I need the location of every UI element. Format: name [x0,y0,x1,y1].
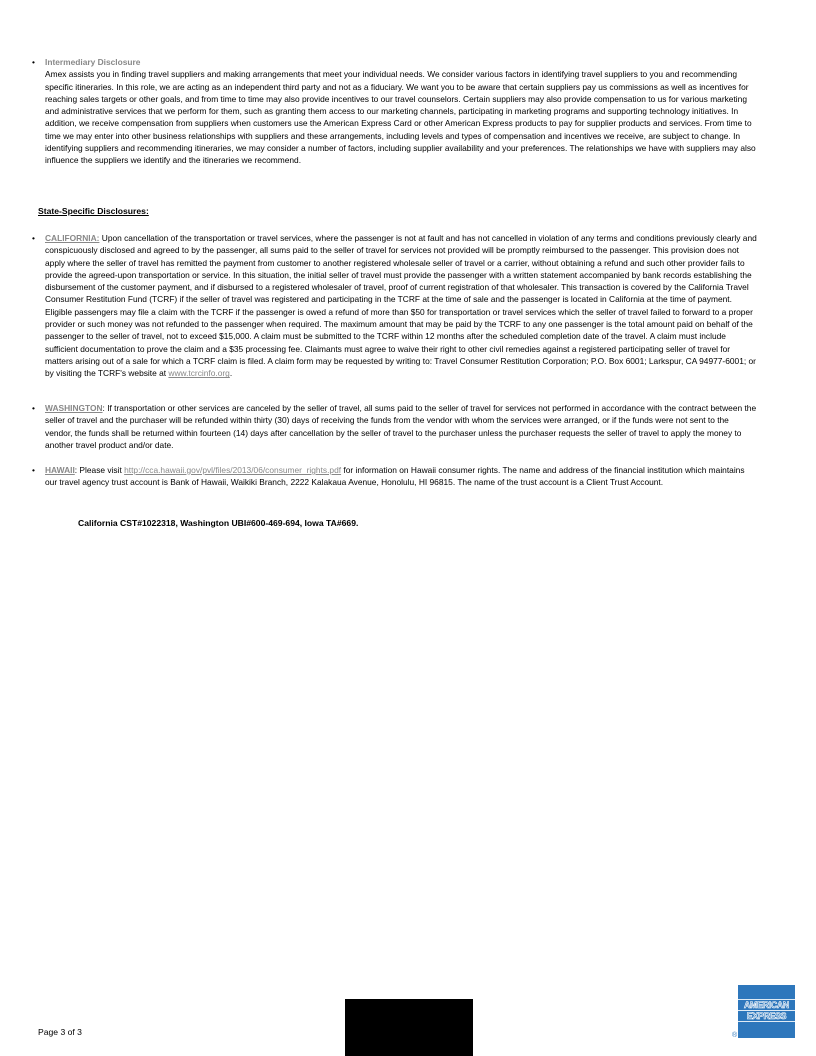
intermediary-text: Amex assists you in finding travel suppliers and making arrangements that meet your individual needs. We consider various factors in identifying travel suppliers to you and recommending specific itineraries. In this role, we are acting as an independent third party and not as a fiduciary. We want you to be aware that certain suppliers pay us commissions as well as incentives for reaching sales targets or other goals, and from time to time may also provide incentives to our travel counselors. Certain suppliers may also provide compensation to us for various marketing and administrative services that we perform for them, such as granting them access to our marketing channels, participating in marketing programs and supporting technology initiatives. In addition, we receive compensation from suppliers when customers use the American Express Card or other American Express products to pay for supplier products and services. From time to time we may enter into other business relationships with suppliers and these arrangements, including levels and types of compensation and incentives we receive, are subject to change. In identifying suppliers and recommending itineraries, we may consider a number of factors, including supplier availability and your preferences. The relationships we have with suppliers may also influence the suppliers we identify and the itineraries we recommend. [45,69,756,166]
bullet-icon: • [32,403,35,413]
hawaii-pre: : Please visit [74,465,125,475]
registered-mark-icon: ® [732,1032,738,1039]
california-link[interactable]: CALIFORNIA: [45,233,100,243]
registration-numbers: California CST#1022318, Washington UBI#600-469-694, Iowa TA#669. [78,518,359,528]
bullet-icon: • [32,57,35,67]
bullet-icon: • [32,465,35,475]
amex-logo-box [738,985,795,1038]
redaction-block [345,999,473,1056]
tcrf-website-link[interactable]: www.tcrcinfo.org [168,368,230,379]
hawaii-text: for information on Hawaii consumer rights. The name and address of the financial institution which maintains our travel agency trust account is Bank of Hawaii, Waikiki Branch, 2222 Kalakaua Avenue, Honolulu, HI 96815. The name of the trust account is a Client Trust Account. [45,465,745,488]
intermediary-heading: Intermediary Disclosure [45,57,141,67]
page-number: Page 3 of 3 [38,1027,82,1037]
washington-text: : If transportation or other services are canceled by the seller of travel, all sums paid to the seller of travel for services not performed in accordance with the contract between the seller of travel and the purchaser will be refunded within thirty (30) days of receiving the funds from the vendor with whom the services were arranged, or if the funds were not sent to the vendor, the funds shall be returned within fourteen (14) days after cancellation by the seller of travel to the purchaser unless the purchaser requests the seller of travel to apply the money to another travel product and/or date. [45,403,757,450]
washington-link[interactable]: WASHINGTON [45,403,103,413]
washington-disclosure [32,402,757,451]
intermediary-disclosure [32,56,757,167]
california-end: . [229,368,233,379]
hawaii-disclosure [32,464,757,489]
california-disclosure [32,232,757,380]
state-specific-heading: State-Specific Disclosures: [38,206,149,216]
hawaii-link[interactable]: HAWAII [45,465,75,475]
amex-logo [732,985,796,1040]
logo-line-american: AMERICAN [743,1000,789,1010]
hawaii-consumer-rights-link[interactable]: http://cca.hawaii.gov/pvl/files/2013/06/consumer_rights.pdf [124,465,342,475]
california-text: Upon cancellation of the transportation or travel services, where the passenger is not at fault and has not cancelled in violation of any terms and conditions previously clearly and conspicuously disclosed and agreed to by the passenger, all sums paid to the seller of travel for services not provided will be promptly reimbursed to the passenger. This provision does not apply where the seller of travel has remitted the payment from customer to another registered wholesale seller of travel or a carrier, without obtaining a refund and such other provider fails to provide the agreed-upon transportation or service. In this situation, the initial seller of travel must provide the passenger with a written statement accompanied by bank records establishing the disbursement of the customer payment, and if disbursed to a registered wholesaler of travel, proof of current registration of that wholesaler. This transaction is covered by the California Travel Consumer Restitution Fund (TCRF) if the seller of travel was registered and participating in the TCRF at the time of sale and the passenger is located in California at the time of payment. Eligible passengers may file a claim with the TCRF if the passenger is owed a refund of more than $50 for transportation or travel services which the seller of travel failed to forward to a proper provider or such money was not refunded to the passenger when required. The maximum amount that may be paid by the TCRF to any one passenger is the total amount paid on behalf of the passenger to the seller of travel, not to exceed $15,000. A claim must be submitted to the TCRF within 12 months after the scheduled completion date of the travel. A claim must include sufficient documentation to prove the claim and a $35 processing fee. Claimants must agree to waive their right to other civil remedies against a registered participating seller of travel for matters arising out of a sale for which a TCRF claim is filed. A claim form may be requested by writing to: Travel Consumer Restitution Corporation; P.O. Box 6001; Larkspur, CA 94977-6001; or by visiting the TCRF's website at [45,233,757,379]
bullet-icon: • [32,233,35,243]
logo-band [738,1021,795,1022]
logo-line-express: EXPRESS [746,1011,787,1021]
